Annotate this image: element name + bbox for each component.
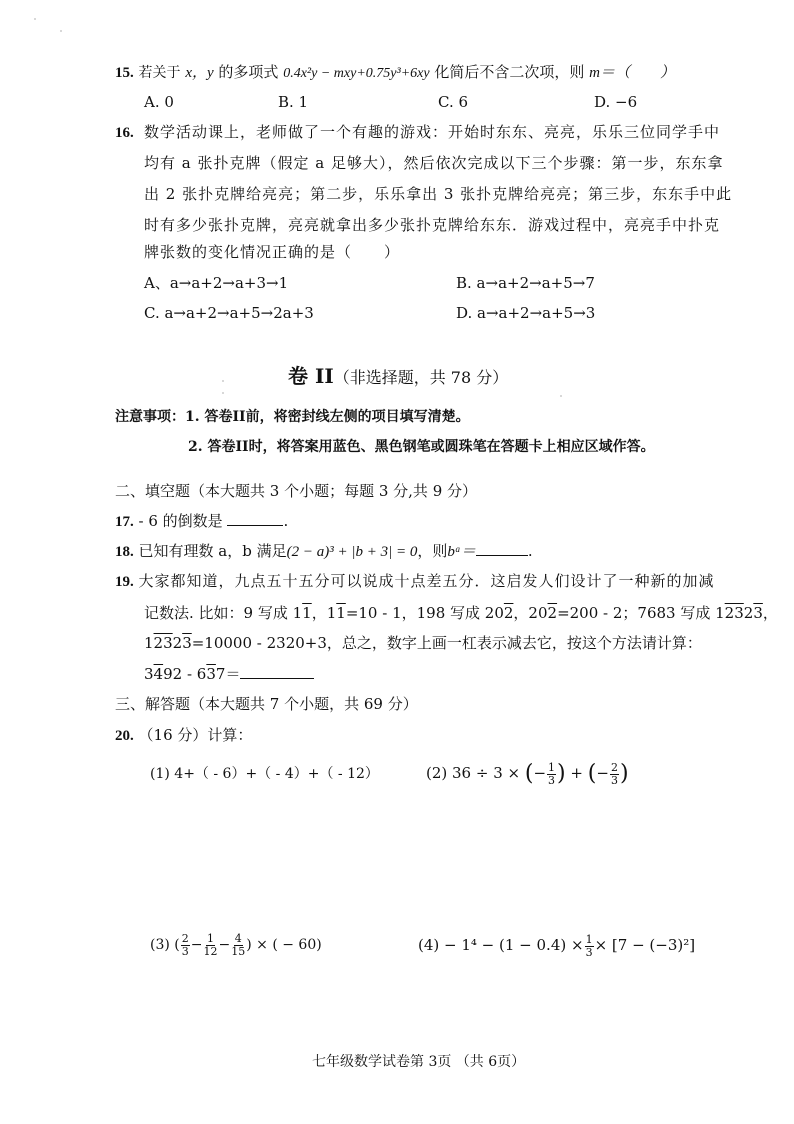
question-19 [115,571,715,592]
q15-option-d: D. −6 [594,93,638,111]
q19-bar-digit: 3 [753,604,763,622]
q19-bar-digit: 2 [503,604,514,622]
q15-option-a: A. 0 [144,93,174,111]
numerator: 2 [181,931,189,945]
q20-part-3: (3) ( $\frac{2}{3}$ − $\frac{1}{12}$ − $\frac{4}{15}$ ) × ( − 60) [150,931,322,958]
q19-bar-digit: 3 [206,665,216,683]
q15-answer-slot: m＝（ ） [589,65,675,81]
q16-line: 牌张数的变化情况正确的是（ ） [144,243,401,261]
section-3-heading: 三、解答题（本大题共 7 个小题，共 69 分） [115,695,418,713]
q18-expression: (2 − a)³ + |b + 3| = 0 [286,544,418,560]
q20-part-4 [418,930,695,960]
q16-line: 时有多少张扑克牌，亮亮就拿出多少张扑克牌给东东．游戏过程中，亮亮手中扑克 [144,216,721,234]
q19-text: =200 - 2；7683 写成 1 [557,604,725,622]
question-number: 20. [115,728,134,744]
q16-option-b: B. a→a+2→a+5→7 [456,274,595,292]
q19-bar-digit: 3 [182,634,192,652]
fraction [231,933,245,958]
fraction [181,933,190,958]
q15-stem-3: 化简后不含二次项，则 [434,63,585,81]
q20-p3-text-2: × ( − 60) [256,937,322,953]
part-2-title [288,360,508,389]
q20-p4-text: (4) − 1⁴ − (1 − 0.4) × [418,936,584,954]
q19-bar-digit: 2 [547,604,558,622]
question-17 [115,511,288,532]
question-20 [115,725,252,746]
q19-bar-digit: 1 [336,604,346,622]
q19-line: 大家都知道，九点五十五分可以说成十点差五分．这启发人们设计了一种新的加减 [138,572,715,590]
numerator: 1 [548,760,556,774]
q18-text: 已知有理数 a，b 满足 [138,542,287,560]
question-number: 17. [115,514,134,530]
question-15 [115,62,675,84]
q15-polynomial: 0.4x²y − mxy+0.75y³+6xy [283,66,430,81]
q18-text-2: ，则 [417,542,448,560]
q19-text: ＝ [225,665,241,683]
fraction [610,762,619,787]
q15-vars: x，y [185,65,214,81]
paren: ) [557,761,566,786]
fraction [585,934,594,959]
notes-item: 2. 答卷II时，将答案用蓝色、黑色钢笔或圆珠笔在答题卡上相应区域作答。 [188,439,655,455]
notes-label: 注意事项： [115,409,185,425]
question-number: 15. [115,65,134,81]
scan-speck [34,18,36,20]
q19-line-4 [144,664,314,684]
section-2-heading: 二、填空题（本大题共 3 个小题；每题 3 分,共 9 分） [115,482,478,500]
notes-item: 1. 答卷II前，将密封线左侧的项目填写清楚。 [185,409,470,425]
answer-blank [476,555,528,556]
q19-text: =10000 - 2320+3，总之，数字上画一杠表示减去它，按这个方法请计算： [191,634,702,652]
denominator: 3 [585,945,593,959]
q19-text: 7 [215,665,226,683]
q16-option-a: A、a→a+2→a+3→1 [144,274,289,292]
paren: ( [524,761,534,786]
numerator: 2 [610,760,618,774]
part-title: 卷 II [288,364,334,388]
scan-speck [222,380,224,382]
q19-line-2 [144,603,778,623]
q19-bar-digit: 4 [153,665,164,683]
answer-blank [227,525,283,526]
q19-text: 1 [144,634,154,652]
q20-part-2: (2) 36 ÷ 3 × (− $\frac{1}{3}$ ) + (− $\frac{2}{3}$ ) [426,760,629,787]
q15-stem: 若关于 [138,65,181,81]
page-footer: 七年级数学试卷第 3页 （共 6页） [312,1054,526,1070]
paren: ( [587,761,597,786]
q20-part-1: (1) 4+（ - 6）+（ - 4）+（ - 12） [150,766,379,782]
question-number: 19. [115,574,134,590]
denominator: 3 [548,773,556,787]
q15-stem-2: 的多项式 [218,63,279,81]
q19-bar-digit: 1 [302,604,312,622]
q19-text: 2 [743,604,754,622]
q19-text: 92 - 6 [163,665,207,683]
scan-speck [560,395,562,397]
q17-end: . [283,512,289,530]
q19-text: ，20 [513,604,548,622]
question-number: 18. [115,544,134,560]
q16-option-d: D. a→a+2→a+5→3 [456,304,596,322]
answer-blank [240,678,314,679]
q16-line: 出 2 张扑克牌给亮亮；第二步，乐乐拿出 3 张扑克牌给亮亮；第三步，东东手中此 [144,185,733,203]
q19-text: ，1 [311,604,337,622]
notes [115,407,470,427]
q16-option-c: C. a→a+2→a+5→2a+3 [144,304,314,322]
q16-line: 数学活动课上，老师做了一个有趣的游戏：开始时东东、亮亮，乐乐三位同学手中 [144,123,721,141]
q17-text: - 6 的倒数是 [138,512,223,530]
numerator: 4 [234,931,242,945]
fraction [204,933,218,958]
q19-bar-digit: 23 [724,604,744,622]
question-16 [115,122,134,143]
question-number: 16. [115,125,134,141]
q19-text: 3 [144,665,154,683]
q16-line: 均有 a 张扑克牌（假定 a 足够大），然后依次完成以下三个步骤：第一步，东东拿 [144,154,724,172]
q20-p4-text-2: × [7 − (−3)²] [594,936,696,954]
denominator: 12 [203,944,218,958]
q15-option-b: B. 1 [278,93,309,111]
q15-option-c: C. 6 [438,93,469,111]
q19-text: ， [762,604,778,622]
q19-bar-digit: 23 [153,634,173,652]
denominator: 3 [610,773,618,787]
scan-speck [222,392,224,394]
question-18 [115,541,533,562]
q20-label: （16 分）计算： [138,726,253,744]
fraction [547,762,556,787]
denominator: 3 [181,944,189,958]
q19-text: =10 - 1，198 写成 20 [345,604,504,622]
q19-text: 2 [172,634,183,652]
q20-p2-op: + [570,764,583,782]
q18-end: . [527,542,533,560]
numerator: 1 [207,931,214,945]
paren: ) [619,761,629,786]
denominator: 15 [231,944,246,958]
part-subtitle: （非选择题，共 78 分） [333,368,509,387]
q18-target: bᵃ＝ [447,544,476,560]
scan-speck [60,30,62,32]
q20-p2-text: (2) 36 ÷ 3 × [426,764,521,782]
q19-line-3 [144,633,702,653]
numerator: 1 [585,932,593,946]
q19-text: 记数法. 比如：9 写成 1 [144,604,303,622]
q20-p3-text: (3) [150,937,170,953]
